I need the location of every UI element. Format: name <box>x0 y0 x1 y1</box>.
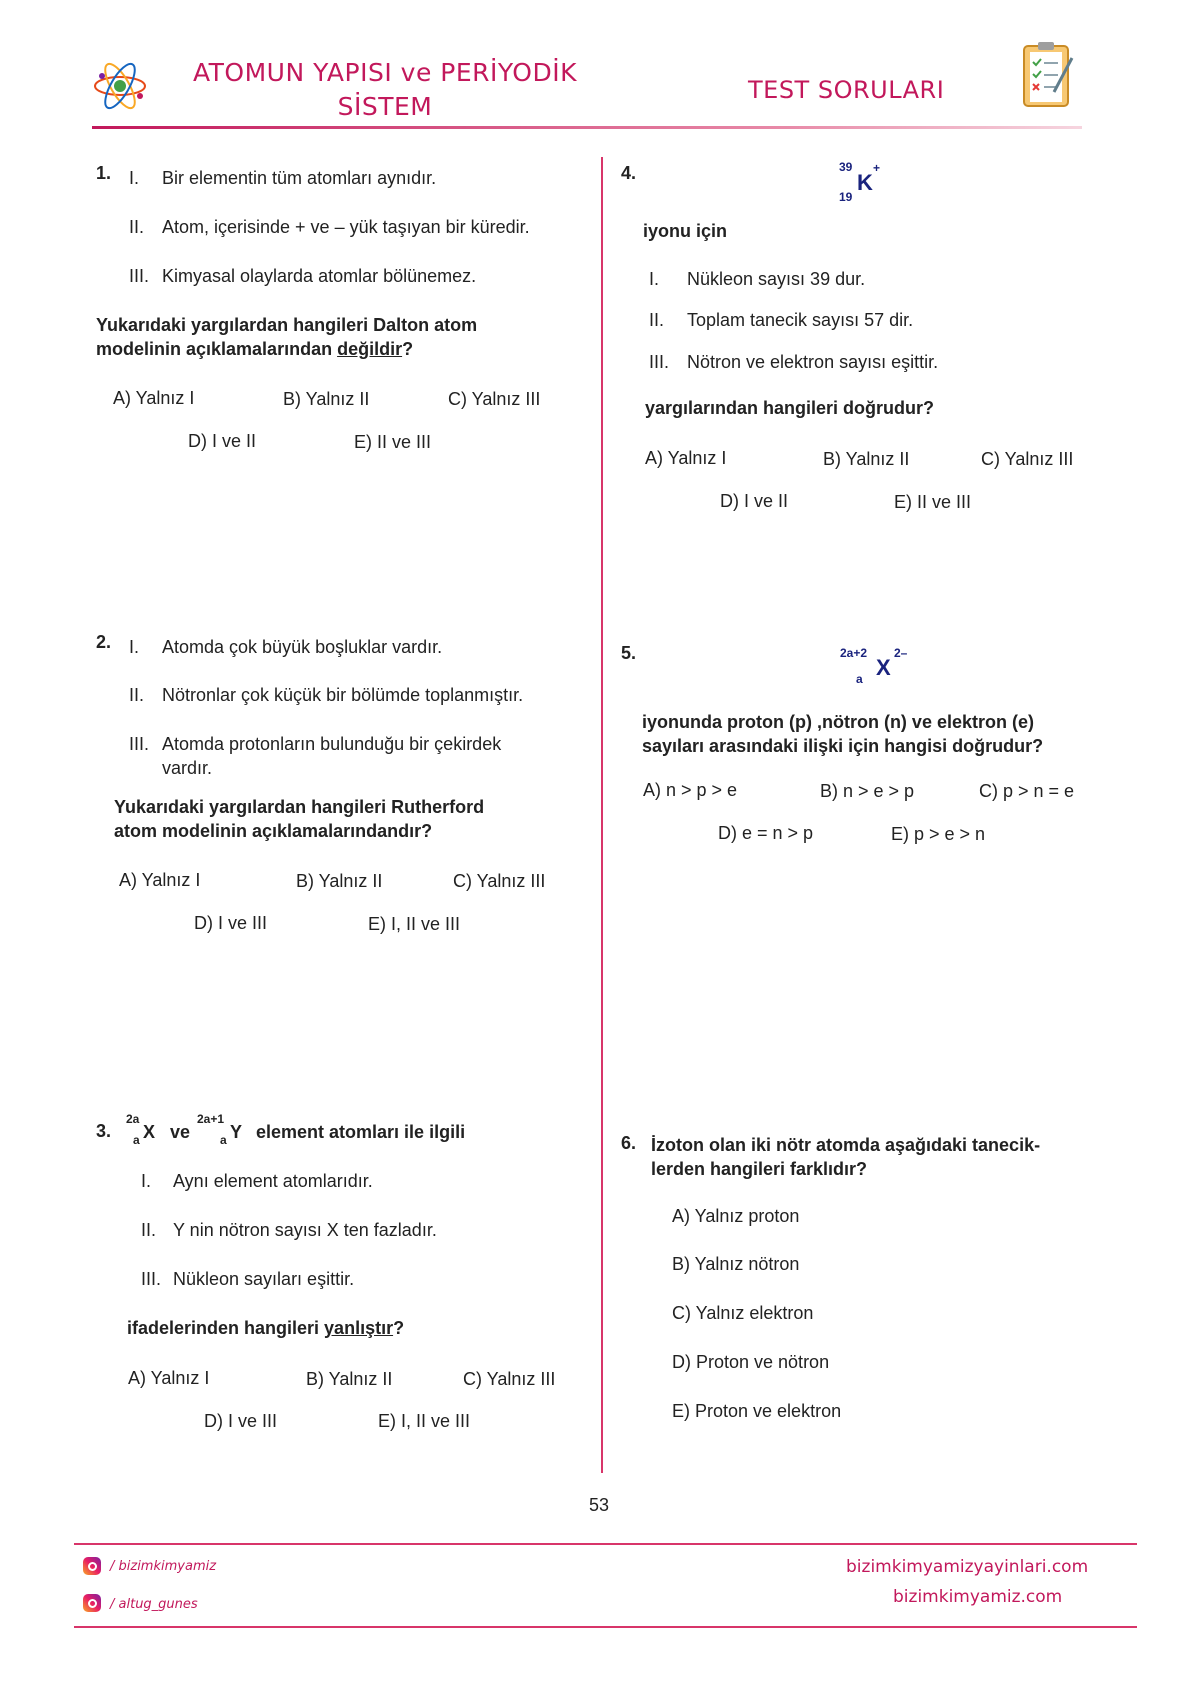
q2-question-line2: atom modelinin açıklamalarındandır? <box>114 821 433 841</box>
q6-question-line2: lerden hangileri farklıdır? <box>651 1159 868 1179</box>
q3-x-symbol: X <box>143 1122 156 1142</box>
q6-option-a[interactable]: A) Yalnız proton <box>672 1206 800 1226</box>
q2-option-c[interactable]: C) Yalnız III <box>453 871 546 891</box>
q4-isotope <box>835 156 895 206</box>
q4-option-b[interactable]: B) Yalnız II <box>823 449 910 469</box>
social-handle-2[interactable]: / altug_gunes <box>110 1597 198 1612</box>
q2-option-d[interactable]: D) I ve III <box>194 913 268 933</box>
website-link-2[interactable]: bizimkimyamiz.com <box>893 1587 1063 1607</box>
q6-option-d[interactable]: D) Proton ve nötron <box>672 1352 830 1372</box>
header-title-line2: SİSTEM <box>337 92 433 121</box>
q1-question <box>96 313 576 361</box>
q3-option-e[interactable]: E) I, II ve III <box>378 1411 471 1431</box>
q3-question: ifadelerinden hangileri yanlıştır? <box>127 1318 405 1338</box>
q5-ion <box>838 640 918 690</box>
clipboard-checklist-icon <box>1020 38 1076 110</box>
q3-y-atomic: a <box>220 1133 227 1147</box>
q1-question-line2: modelinin açıklamalarından değildir? <box>96 339 414 359</box>
q4-option-d[interactable]: D) I ve II <box>720 491 789 511</box>
question-1-number: 1. <box>96 163 112 183</box>
question-2-number: 2. <box>96 632 112 652</box>
question-4-number: 4. <box>621 163 637 183</box>
q3-x-mass: 2a <box>126 1112 140 1126</box>
q5-mass-number: 2a+2 <box>840 646 868 660</box>
q3-connector: ve <box>170 1122 191 1142</box>
q4-option-a[interactable]: A) Yalnız I <box>645 448 727 468</box>
q6-option-e[interactable]: E) Proton ve elektron <box>672 1401 842 1421</box>
q4-atomic-number: 19 <box>839 190 853 204</box>
q1-item-3-text: Kimyasal olaylarda atomlar bölünemez. <box>162 266 477 286</box>
q3-item-3-text: Nükleon sayıları eşittir. <box>173 1269 355 1289</box>
q1-option-b[interactable]: B) Yalnız II <box>283 389 370 409</box>
q1-item-3-roman: III. <box>129 266 150 286</box>
q5-charge: 2– <box>894 646 908 660</box>
q4-item-1-text: Nükleon sayısı 39 dur. <box>687 269 866 289</box>
q5-symbol: X <box>876 655 891 680</box>
page-number: 53 <box>589 1495 610 1515</box>
footer-top-line <box>74 1543 1137 1545</box>
q4-item-3-text: Nötron ve elektron sayısı eşittir. <box>687 352 939 372</box>
q4-item-2-roman: II. <box>649 310 665 330</box>
q3-negation: yanlıştır <box>324 1318 394 1338</box>
q2-question-line1: Yukarıdaki yargılardan hangileri Rutherford <box>114 797 485 817</box>
q2-item-1-text: Atomda çok büyük boşluklar vardır. <box>162 637 443 657</box>
q4-symbol: K <box>857 170 873 195</box>
test-sorulari-title: TEST SORULARI <box>748 76 945 104</box>
website-link-1[interactable]: bizimkimyamizyayinlari.com <box>846 1557 1089 1577</box>
q3-option-c[interactable]: C) Yalnız III <box>463 1369 556 1389</box>
q5-option-b[interactable]: B) n > e > p <box>820 781 915 801</box>
q3-y-mass: 2a+1 <box>197 1112 225 1126</box>
q2-item-3-text: Atomda protonların bulunduğu bir çekirdek <box>162 734 502 754</box>
q3-option-d[interactable]: D) I ve III <box>204 1411 278 1431</box>
q1-item-2-roman: II. <box>129 217 145 237</box>
q6-option-c[interactable]: C) Yalnız elektron <box>672 1303 814 1323</box>
q4-item-3-roman: III. <box>649 352 670 372</box>
q4-stem: iyonu için <box>643 221 728 241</box>
q4-item-1-roman: I. <box>649 269 660 289</box>
q3-x-atomic: a <box>133 1133 140 1147</box>
q4-option-e[interactable]: E) II ve III <box>894 492 972 512</box>
q5-atomic-number: a <box>856 672 863 686</box>
q4-charge: + <box>873 161 881 175</box>
instagram-icon[interactable] <box>83 1557 101 1575</box>
q1-option-a[interactable]: A) Yalnız I <box>113 388 195 408</box>
question-5-number: 5. <box>621 643 637 663</box>
question-6-number: 6. <box>621 1133 637 1153</box>
footer-bottom-line <box>74 1626 1137 1628</box>
q1-item-2-text: Atom, içerisinde + ve – yük taşıyan bir küredir. <box>162 217 530 237</box>
instagram-icon[interactable] <box>83 1594 101 1612</box>
q3-stem <box>124 1108 594 1156</box>
q2-item-2-roman: II. <box>129 685 145 705</box>
q2-item-1-roman: I. <box>129 637 140 657</box>
q2-item-3-text-cont: vardır. <box>162 758 213 778</box>
q3-item-2-roman: II. <box>141 1220 157 1240</box>
social-handle-1[interactable]: / bizimkimyamiz <box>110 1559 217 1574</box>
q1-option-c[interactable]: C) Yalnız III <box>448 389 541 409</box>
q3-item-1-roman: I. <box>141 1171 152 1191</box>
atom-logo-icon <box>92 58 148 114</box>
q5-option-c[interactable]: C) p > n = e <box>979 781 1075 801</box>
q2-option-e[interactable]: E) I, II ve III <box>368 914 461 934</box>
column-divider <box>601 157 603 1473</box>
q2-item-2-text: Nötronlar çok küçük bir bölümde toplanmıştır. <box>162 685 524 705</box>
q3-item-3-roman: III. <box>141 1269 162 1289</box>
q1-question-line1: Yukarıdaki yargılardan hangileri Dalton atom <box>96 315 478 335</box>
q1-item-1-roman: I. <box>129 168 140 188</box>
q2-question <box>114 795 584 843</box>
q5-question-line2: sayıları arasındaki ilişki için hangisi doğrudur? <box>642 736 1044 756</box>
q2-option-a[interactable]: A) Yalnız I <box>119 870 201 890</box>
q5-question <box>642 710 1102 758</box>
q6-question-line1: İzoton olan iki nötr atomda aşağıdaki tanecik- <box>651 1135 1041 1155</box>
q5-option-e[interactable]: E) p > e > n <box>891 824 986 844</box>
question-3-number: 3. <box>96 1121 112 1141</box>
header-title <box>150 56 620 124</box>
q1-option-e[interactable]: E) II ve III <box>354 432 432 452</box>
q3-item-2-text: Y nin nötron sayısı X ten fazladır. <box>173 1220 437 1240</box>
q3-item-1-text: Aynı element atomlarıdır. <box>173 1171 373 1191</box>
q4-item-2-text: Toplam tanecik sayısı 57 dir. <box>687 310 914 330</box>
q6-question <box>651 1133 1101 1181</box>
q2-option-b[interactable]: B) Yalnız II <box>296 871 383 891</box>
q2-item-3-roman: III. <box>129 734 150 754</box>
q5-option-d[interactable]: D) e = n > p <box>718 823 814 843</box>
q5-option-a[interactable]: A) n > p > e <box>643 780 738 800</box>
q4-option-c[interactable]: C) Yalnız III <box>981 449 1074 469</box>
q1-item-1-text: Bir elementin tüm atomları aynıdır. <box>162 168 437 188</box>
q5-question-line1: iyonunda proton (p) ,nötron (n) ve elektron (e) <box>642 712 1034 732</box>
q3-option-b[interactable]: B) Yalnız II <box>306 1369 393 1389</box>
q6-option-b[interactable]: B) Yalnız nötron <box>672 1254 800 1274</box>
q1-option-d[interactable]: D) I ve II <box>188 431 257 451</box>
q4-question: yargılarından hangileri doğrudur? <box>645 398 935 418</box>
header-divider <box>92 126 1082 129</box>
q3-stem-tail: element atomları ile ilgili <box>256 1122 466 1142</box>
q4-mass-number: 39 <box>839 160 853 174</box>
q3-option-a[interactable]: A) Yalnız I <box>128 1368 210 1388</box>
header-title-line1: ATOMUN YAPISI ve PERİYODİK <box>192 58 578 87</box>
q3-y-symbol: Y <box>230 1122 243 1142</box>
q1-negation: değildir <box>337 339 403 359</box>
